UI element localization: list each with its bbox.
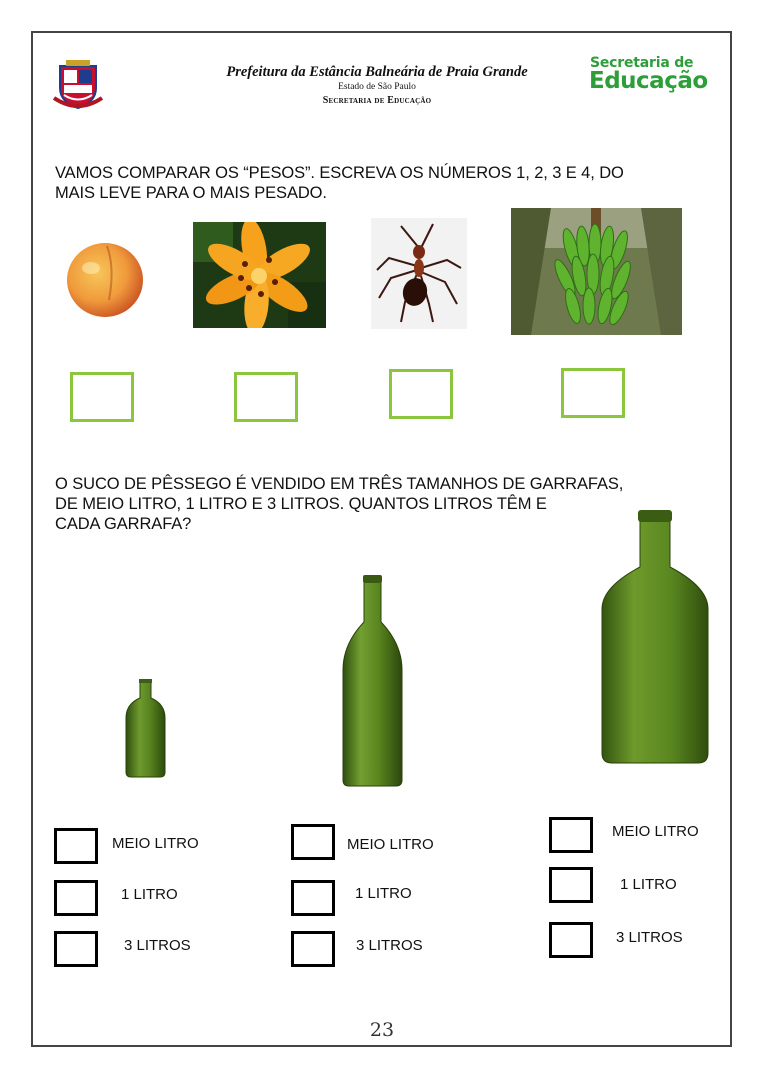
checkbox-medium-three-liters[interactable]	[291, 931, 335, 967]
page-number: 23	[369, 1019, 395, 1041]
city-crest-icon	[52, 58, 104, 110]
option-large-half-liter: MEIO LITRO	[612, 823, 699, 840]
answer-box-peach[interactable]	[70, 372, 134, 422]
bananas-picture	[511, 208, 682, 335]
checkbox-large-half-liter[interactable]	[549, 817, 593, 853]
question-2-line3: CADA GARRAFA?	[55, 515, 192, 533]
checkbox-large-three-liters[interactable]	[549, 922, 593, 958]
secretariat-name: Secretaria de Educação	[322, 95, 432, 106]
option-medium-half-liter: MEIO LITRO	[347, 836, 434, 853]
option-medium-three-liters: 3 LITROS	[356, 937, 423, 954]
option-small-half-liter: MEIO LITRO	[112, 835, 199, 852]
checkbox-small-three-liters[interactable]	[54, 931, 98, 967]
option-large-three-liters: 3 LITROS	[616, 929, 683, 946]
state-name: Estado de São Paulo	[338, 82, 416, 92]
answer-box-ant[interactable]	[389, 369, 453, 419]
option-medium-one-liter: 1 LITRO	[355, 885, 412, 902]
peach-picture	[63, 238, 147, 320]
question-1-text	[55, 163, 705, 203]
question-2-line1: O SUCO DE PÊSSEGO É VENDIDO EM TRÊS TAMANHOS DE GARRAFAS,	[55, 475, 624, 493]
answer-box-flower[interactable]	[234, 372, 298, 422]
checkbox-small-half-liter[interactable]	[54, 828, 98, 864]
small-bottle-picture	[124, 678, 167, 778]
option-small-one-liter: 1 LITRO	[121, 886, 178, 903]
question-2-line2: DE MEIO LITRO, 1 LITRO E 3 LITROS. QUANTOS LITROS TÊM E	[55, 495, 547, 513]
option-large-one-liter: 1 LITRO	[620, 876, 677, 893]
medium-bottle-picture	[341, 574, 404, 788]
checkbox-medium-half-liter[interactable]	[291, 824, 335, 860]
question-1-line1: VAMOS COMPARAR OS “PESOS”. ESCREVA OS NÚMEROS 1, 2, 3 E 4, DO	[55, 164, 624, 182]
large-bottle-picture	[598, 509, 712, 766]
education-logo-line1: Secretaria de	[590, 55, 694, 71]
option-small-three-liters: 3 LITROS	[124, 937, 191, 954]
checkbox-small-one-liter[interactable]	[54, 880, 98, 916]
education-logo-line2: Educação	[589, 68, 708, 94]
lily-flower-picture	[193, 222, 326, 328]
question-1-line2: MAIS LEVE PARA O MAIS PESADO.	[55, 184, 327, 202]
prefecture-title: Prefeitura da Estância Balneária de Praia Grande	[226, 64, 528, 80]
answer-box-bananas[interactable]	[561, 368, 625, 418]
ant-picture	[371, 218, 467, 329]
checkbox-large-one-liter[interactable]	[549, 867, 593, 903]
checkbox-medium-one-liter[interactable]	[291, 880, 335, 916]
